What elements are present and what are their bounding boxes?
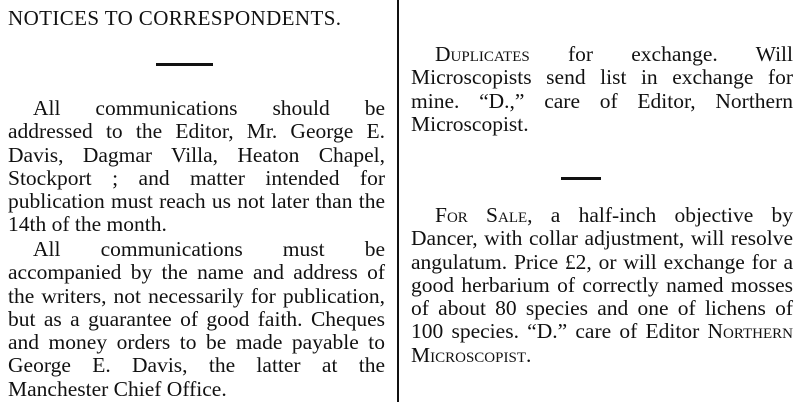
for-sale-body: , a half-inch objective by Dancer, with collar adjustment, will resolve angulatum. Price £2, or will exchange for a good herbarium of correctly named mosses of about 80 species and one of lichens of 100 species. “D.” care of Editor — [411, 203, 793, 344]
notices-heading: NOTICES TO CORRESPONDENTS. — [8, 6, 342, 30]
communications-requirements-paragraph: All communications must be accompanied by the name and address of the writers, not necessarily for publication, but as a guarantee of good faith. Cheques and money orders to be made payable to George E. Davis, the latter at the Manchester Chief Office. — [8, 237, 385, 401]
column-divider — [397, 0, 399, 402]
duplicates-lead: Duplicates — [435, 42, 530, 66]
notice-divider — [561, 177, 601, 180]
for-sale-end: . — [525, 342, 532, 367]
duplicates-body: for exchange. Will Microscopists send list in exchange for mine. “D.,” care of Editor, Northern Microscopist. — [411, 42, 793, 136]
journal-name: Northern Microscopist — [411, 319, 793, 367]
heading-divider — [156, 63, 213, 66]
communications-address-paragraph: All communications should be addressed to the Editor, Mr. George E. Davis, Dagmar Villa, Heaton Chapel, Stockport ; and matter intended for publication must reach us not later than the 14th of the month. — [8, 96, 385, 237]
for-sale-lead: For Sale — [435, 203, 528, 227]
duplicates-notice — [411, 43, 793, 136]
for-sale-notice — [411, 204, 793, 367]
